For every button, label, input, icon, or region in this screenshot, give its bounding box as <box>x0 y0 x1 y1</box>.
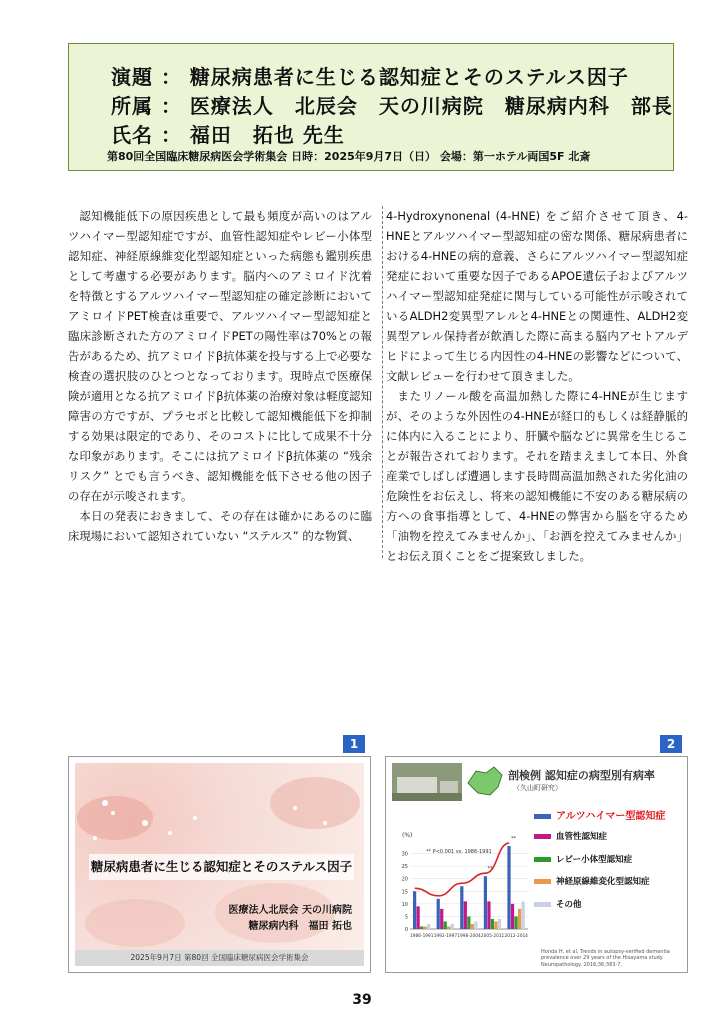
significance-marker: ** <box>487 866 493 873</box>
x-tick-label: 1998-2004 <box>457 934 481 939</box>
meeting-info: 第80回全国臨床糖尿病医会学術集会 日時：2025年9月7日（日） 会場：第一ホテル両国5F 北斎 <box>107 150 591 163</box>
bar <box>514 916 517 929</box>
significance-marker: ** <box>511 836 517 843</box>
speaker-name: 氏名 ： 福田 拓也 先生 <box>111 123 345 147</box>
y-axis-label: (%) <box>402 832 413 839</box>
y-tick-label: 0 <box>404 927 408 933</box>
legend-swatch <box>534 834 551 839</box>
legend-swatch <box>534 902 551 907</box>
y-tick-label: 15 <box>401 889 408 896</box>
legend-swatch <box>534 879 551 884</box>
bar <box>427 924 430 929</box>
legend-label: 神経原線維変化型認知症 <box>556 877 650 887</box>
slide-1-affiliation: 医療法人北辰会 天の川病院 <box>228 905 352 916</box>
slide-1-footer: 2025年9月7日 第80回 全国臨床糖尿病医会学術集会 <box>75 950 364 966</box>
legend-label: その他 <box>556 900 582 910</box>
bar <box>444 921 447 929</box>
y-tick-label: 25 <box>401 864 408 871</box>
slide-1-background <box>75 763 364 966</box>
y-tick-label: 20 <box>401 876 408 883</box>
bar <box>464 901 467 929</box>
bar <box>494 921 497 929</box>
bar <box>484 876 487 929</box>
legend-item <box>534 898 582 910</box>
bar <box>451 924 454 929</box>
legend-item <box>534 830 607 842</box>
column-divider <box>382 206 383 558</box>
slide-2-title: 剖検例 認知症の病型別有病率 <box>508 769 655 782</box>
y-tick-label: 10 <box>401 901 408 908</box>
x-tick-label: 1986-1991 <box>410 934 434 939</box>
paragraph: 認知機能低下の原因疾患として最も頻度が高いのはアルツハイマー型認知症ですが、血管性認知症やレビー小体型認知症、神経原線維変化型認知症といった病態も鑑別疾患として考慮する必要があります。脳内へのアミロイド沈着を特徴とするアルツハイマー型認知症の確定診断においてアミロイドPET検査は重要で、アルツハイマー型認知症と臨床診断された方のアミロイドPETの陽性率は70%との報告があるため、抗アミロイドβ抗体薬を投与する上で必要な検査の選択肢のひとつとなっております。現時点で医療保険が適用となる抗アミロイドβ抗体薬の治療対象は軽度認知障害の方ですが、プラセボと比較して認知機能低下を抑制する効果は限定的であり、そのコストに比して成果不十分な印象があります。そこには抗アミロイドβ抗体薬の “残余リスク” とでも言うべき、認知機能を低下させる他の因子の存在が示唆されます。 <box>68 209 372 503</box>
bar <box>420 926 423 929</box>
talk-title: 演題 ： 糖尿病患者に生じる認知症とそのステルス因子 <box>111 65 629 89</box>
hospital-photo <box>392 763 462 801</box>
bar <box>521 901 524 929</box>
slide-1-author: 糖尿病内科 福田 拓也 <box>248 921 352 932</box>
citation: Honda H, et al. Trends in autopsy-verified dementia prevalence over 29 years of the Hisayama study. Neuropathology. 2016;36:383-7. <box>541 948 670 968</box>
slide-2-subtitle: （久山町研究） <box>513 784 562 792</box>
legend-item <box>534 807 665 822</box>
bar <box>498 919 501 929</box>
y-tick-label: 30 <box>401 851 408 858</box>
legend-label: アルツハイマー型認知症 <box>556 811 666 822</box>
bar <box>447 926 450 929</box>
body-column-left <box>68 206 372 546</box>
slide-number-badge: 1 <box>343 735 365 753</box>
bar <box>440 909 443 929</box>
slide-1-title: 糖尿病患者に生じる認知症とそのステルス因子 <box>89 854 354 880</box>
bar <box>491 919 494 929</box>
prevalence-chart <box>392 827 532 951</box>
bar <box>417 906 420 929</box>
slide-number-badge: 2 <box>660 735 682 753</box>
slide-1 <box>68 756 371 973</box>
header-box <box>68 43 674 171</box>
legend-item <box>534 875 650 887</box>
legend-label: 血管性認知症 <box>556 832 608 842</box>
page-number: 39 <box>352 992 372 1008</box>
significance-note: ** P<0.001 vs. 1986-1991 <box>426 849 492 855</box>
bar <box>487 901 490 929</box>
bar <box>511 904 514 929</box>
bar <box>413 891 416 929</box>
paragraph: またリノール酸を高温加熱した際に4-HNEが生じますが、そのような外因性の4-HNEが経口的もしくは経静脈的に体内に入ることにより、肝臓や脳などに異常を生じることが報告されております。それを踏まえまして本日、外食産業でしばしば遭遇します長時間高温加熱された劣化油の危険性をお伝えし、将来の認知機能に不安のある糖尿病の方への食事指導として、4-HNEの弊害から脳を守るため「油物を控えてみませんか」、「お酒を控えてみませんか」とお伝え頂くことをご提案致しました。 <box>386 389 688 563</box>
affiliation: 所属 ： 医療法人 北辰会 天の川病院 糖尿病内科 部長 <box>111 94 673 118</box>
y-tick-label: 5 <box>404 914 408 921</box>
slide-2 <box>385 756 688 973</box>
bar <box>507 846 510 929</box>
bar <box>467 916 470 929</box>
legend-item <box>534 853 632 865</box>
paragraph: 本日の発表におきまして、その存在は確かにあるのに臨床現場において認知されていない “ステルス” 的な物質、 <box>68 509 372 543</box>
bar <box>471 924 474 929</box>
x-tick-label: 2012-2014 <box>504 934 528 939</box>
x-tick-label: 1992-1997 <box>433 934 458 939</box>
body-column-right <box>386 206 688 566</box>
bar <box>437 899 440 929</box>
hisayama-map-icon <box>464 765 506 799</box>
bar <box>424 926 427 929</box>
legend-swatch <box>534 857 551 862</box>
bar <box>518 909 521 929</box>
legend-swatch <box>534 814 551 819</box>
x-tick-label: 2005-2011 <box>480 934 505 939</box>
paragraph: 4-Hydroxynonenal (4-HNE) をご紹介させて頂き、4-HNEとアルツハイマー型認知症の密な関係、糖尿病患者における4-HNEの病的意義、さらにアルツハイマー型認知症発症において重要な因子であるAPOE遺伝子およびアルツハイマー型認知症発症に関与している可能性が示唆されているALDH2変異型アレルと4-HNEとの関連性、ALDH2変異型アレル保持者が飲酒した際に高まる脳内アセトアルデヒドによって生じる内因性の4-HNEの影響などについて、文献レビューを行わせて頂きました。 <box>386 209 688 383</box>
bar <box>460 886 463 929</box>
bar <box>474 921 477 929</box>
legend-label: レビー小体型認知症 <box>556 855 633 865</box>
